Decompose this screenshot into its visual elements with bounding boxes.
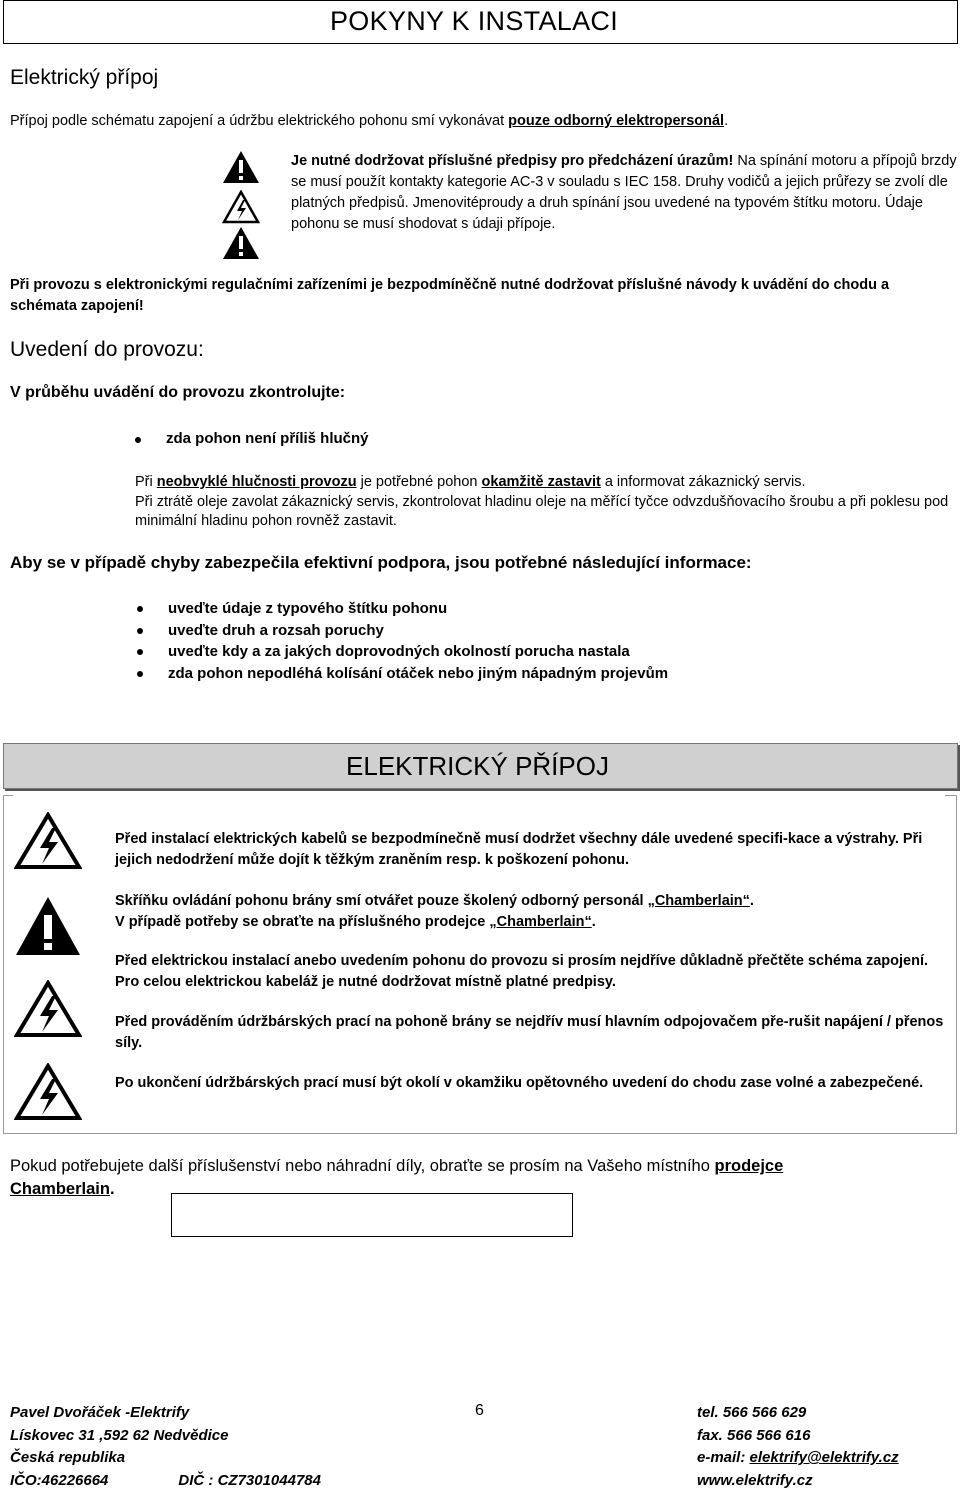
- footer-country: Česká republika: [10, 1449, 126, 1466]
- list-item: zda pohon nepodléhá kolísání otáček nebo jiným nápadným projevům: [137, 663, 668, 685]
- page-number: 6: [475, 1402, 484, 1419]
- footer-left: [10, 1402, 321, 1492]
- bullet-dot: [137, 649, 143, 655]
- list-item: uveďte druh a rozsah poruchy: [137, 620, 668, 642]
- installation-warning: Před instalací elektrických kabelů se bezpodmínečně musí dodržet všechny dále uvedené specifi-kace a výstrahy. Při jejich nedodržení může dojít k těžkým zraněním resp. k poškození pohonu.: [115, 831, 923, 868]
- noise-instructions: Při neobvyklé hlučnosti provozu je potřebné pohon okamžitě zastavit a informovat zákaznický servis. Při ztrátě oleje zavolat zákaznický servis, zkontrolovat hladinu oleje na měřící tyčce odvzdušňovacího šroubu a při poklesu pod minimální hladinu pohon rovněž zastavit.: [135, 474, 949, 529]
- intro-paragraph: Přípoj podle schématu zapojení a údržbu elektrického pohonu smí vykonávat pouze odborný elektropersonál.: [10, 113, 729, 129]
- footer-right: [697, 1402, 899, 1492]
- bullet-dot: [135, 437, 141, 443]
- dealer-stamp-box: [171, 1193, 573, 1237]
- footer-tel: tel. 566 566 629: [697, 1404, 807, 1421]
- footer-email: e-mail: elektrify@elektrify.cz: [697, 1449, 899, 1466]
- support-list: [137, 598, 668, 684]
- electric-hazard-icon: [14, 1063, 82, 1121]
- email-link[interactable]: elektrify@elektrify.cz: [749, 1449, 899, 1466]
- personnel-warning: Skříňku ovládání pohonu brány smí otvářet pouze školený odborný personál „Chamberlain“. V případě potřeby se obraťte na příslušného prodejce „Chamberlain“.: [115, 893, 754, 930]
- electric-hazard-icon: [14, 812, 82, 870]
- safety-regulations-text: Je nutné dodržovat příslušné předpisy pro předcházení úrazům! Na spínání motoru a přípojů brzdy se musí použít kontakty kategorie AC-3 v souladu s IEC 158. Druhy vodičů a jejich průřezy se zvolí dle platných předpisů. Jmenovitéproudy a druh spínání jsou uvedené na typovém štítku motoru. Údaje pohonu se musí shodovat s údaji přípoje.: [291, 153, 957, 232]
- box-corner: [3, 795, 13, 796]
- warning-icon: [222, 226, 260, 260]
- warning-icon: [222, 150, 260, 184]
- section-title: Elektrický přípoj: [10, 66, 159, 89]
- list-item: uveďte údaje z typového štítku pohonu: [137, 598, 668, 620]
- electric-hazard-icon: [14, 980, 82, 1038]
- section2-title: ELEKTRICKÝ PŘÍPOJ: [346, 751, 609, 781]
- check-item: zda pohon není příliš hlučný: [166, 430, 369, 447]
- support-heading: Aby se v případě chyby zabezpečila efektivní podpora, jsou potřebné následující informace:: [10, 553, 752, 572]
- check-heading: V průběhu uvádění do provozu zkontrolujte:: [10, 384, 346, 401]
- bullet-dot: [137, 671, 143, 677]
- bullet-dot: [137, 606, 143, 612]
- disconnect-warning: Před prováděním údržbárských prací na pohoně brány se nejdřív musí hlavním odpojovačem pře-rušit napájení / přenos síly.: [115, 1014, 944, 1051]
- bullet-dot: [137, 628, 143, 634]
- commissioning-heading: Uvedení do provozu:: [10, 338, 204, 361]
- box-corner: [945, 795, 956, 796]
- page-title: POKYNY K INSTALACI: [330, 6, 618, 36]
- maintenance-warning: Po ukončení údržbárských prací musí být okolí v okamžiku opětovného uvedení do chodu zase volné a zabezpečené.: [115, 1075, 924, 1091]
- electric-hazard-icon: [222, 190, 260, 224]
- footer-address: Lískovec 31 ,592 62 Nedvědice: [10, 1426, 229, 1444]
- footer-company: Pavel Dvořáček -Elektrify: [10, 1404, 190, 1421]
- footer-web[interactable]: www.elektrify.cz: [697, 1471, 813, 1489]
- list-item: uveďte kdy a za jakých doprovodných okolností porucha nastala: [137, 641, 668, 663]
- schema-warning: Před elektrickou instalací anebo uvedením pohonu do provozu si prosím nejdříve důkladně přečtěte schéma zapojení. Pro celou elektrickou kabeláž je nutné dodržovat místně platné predpisy.: [115, 953, 929, 990]
- closing-paragraph: Pokud potřebujete další příslušenství nebo náhradní díly, obraťte se prosím na Vašeho místního prodejce Chamberlain.: [10, 1157, 784, 1198]
- footer-ids: IČO:46226664 DIČ : CZ7301044784: [10, 1471, 321, 1489]
- warning-icon: [14, 895, 82, 957]
- footer-fax: fax. 566 566 616: [697, 1426, 811, 1444]
- electronics-note: Při provozu s elektronickými regulačními zařízeními je bezpodmíněčně nutné dodržovat příslušné návody k uvádění do chodu a schémata zapojení!: [10, 277, 890, 314]
